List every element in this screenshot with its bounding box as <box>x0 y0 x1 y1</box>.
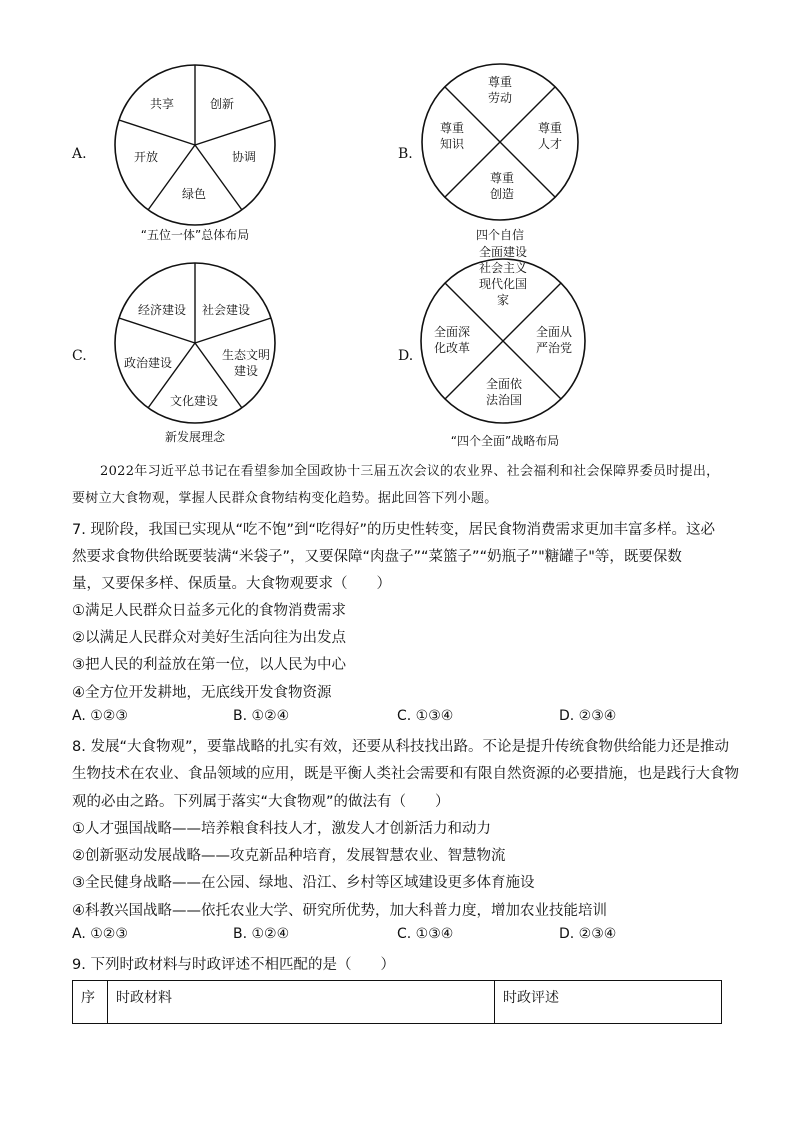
segment-line: 社会建设 <box>201 303 251 317</box>
table-row <box>73 981 722 1024</box>
q9-header-index: 序 <box>73 981 108 1024</box>
q9-stem: 9. 下列时政材料与时政评述不相匹配的是（ ） <box>72 957 395 973</box>
svg-text:政治建设 <box>124 355 172 370</box>
segment-line: 尊重 <box>489 171 515 185</box>
segment-line: 生态文明 <box>221 348 271 362</box>
segment-line: 建设 <box>233 364 259 378</box>
q8-choice-c[interactable]: C. ①③④ <box>397 926 454 942</box>
diagram-b <box>420 62 580 222</box>
segment-line: 劳动 <box>487 91 513 105</box>
q8-choice-b[interactable]: B. ①②④ <box>233 926 290 942</box>
q9-header-comment: 时政评述 <box>495 981 722 1024</box>
q8-stem-line-2: 生物技术在农业、食品领域的应用，既是平衡人类社会需要和有限自然资源的必要措施，也是践行大食物 <box>72 766 739 782</box>
svg-text:全面依法治国 <box>486 376 522 407</box>
segment-line: 家 <box>496 293 510 307</box>
segment-d-4 <box>434 324 470 355</box>
q7-item-4: ④全方位开发耕地，无底线开发食物资源 <box>72 685 332 701</box>
q9-table <box>72 980 722 1024</box>
q8-choice-d[interactable]: D. ②③④ <box>559 926 617 942</box>
svg-text:全面深化改革 <box>434 324 470 355</box>
option-c-letter: C. <box>72 348 87 364</box>
segment-line: 创造 <box>489 187 515 201</box>
segment-c-2 <box>202 302 250 317</box>
segment-c-3 <box>222 347 270 378</box>
option-a-letter: A. <box>72 146 87 162</box>
diagram-a <box>112 62 278 228</box>
q7-choice-d[interactable]: D. ②③④ <box>559 708 617 724</box>
q7-stem-line-2: 然要求食物供给既要装满“米袋子”，又要保障“肉盘子”“菜篮子”“奶瓶子”"糖罐子"等，既要保数 <box>72 549 682 565</box>
segment-line: 尊重 <box>439 121 465 135</box>
q8-item-4: ④科教兴国战略——依托农业大学、研究所优势，加大科普力度，增加农业技能培训 <box>72 903 607 919</box>
svg-text:经济建设 <box>138 302 186 317</box>
caption-b: 四个自信 <box>475 228 524 242</box>
q7-item-2: ②以满足人民群众对美好生活向往为出发点 <box>72 630 346 646</box>
segment-line: 政治建设 <box>123 356 173 370</box>
segment-line: 化改革 <box>433 341 471 355</box>
svg-text:尊重创造 <box>490 170 514 201</box>
q9-header-material: 时政材料 <box>108 981 495 1024</box>
svg-text:全面建设社会主义现代化国家 <box>479 244 527 307</box>
svg-text:生态文明建设 <box>222 347 270 378</box>
segment-d-2 <box>536 324 572 355</box>
q7-stem-line-3: 量，又要保多样、保质量。大食物观要求（ ） <box>72 576 391 592</box>
q8-choice-a[interactable]: A. ①②③ <box>72 926 128 942</box>
segment-line: 经济建设 <box>137 303 187 317</box>
segment-line: 文化建设 <box>169 394 219 408</box>
diagram-c <box>112 260 278 426</box>
q8-stem-line-3: 观的必由之路。下列属于落实“大食物观”的做法有（ ） <box>72 794 450 810</box>
segment-c-5 <box>124 355 172 370</box>
segment-b-3 <box>490 170 514 201</box>
segment-line: 人才 <box>537 137 563 151</box>
q7-choice-c[interactable]: C. ①③④ <box>397 708 454 724</box>
segment-b-1 <box>488 74 512 105</box>
q8-item-1: ①人才强国战略——培养粮食科技人才，激发人才创新活力和动力 <box>72 821 491 837</box>
segment-line: 现代化国 <box>478 277 528 291</box>
segment-line: 全面依 <box>485 377 523 391</box>
segment-a-5: 开放 <box>133 150 159 164</box>
segment-line: 法治国 <box>485 393 523 407</box>
intro-paragraph: 2022年习近平总书记在看望参加全国政协十三届五次会议的农业界、社会福利和社会保障界委员时提出，要树立大食物观，掌握人民群众食物结构变化趋势。据此回答下列小题。 <box>72 464 720 506</box>
svg-text:尊重人才 <box>538 120 562 151</box>
segment-b-4 <box>440 120 465 151</box>
svg-text:全面从严治党 <box>536 324 572 355</box>
segment-b-2 <box>538 120 562 151</box>
segment-line: 社会主义 <box>478 261 528 275</box>
q7-stem-line-1: 7. 现阶段，我国已实现从“吃不饱”到“吃得好”的历史性转变，居民食物消费需求更加丰富多样。这必 <box>72 522 715 538</box>
q8-stem-line-1: 8. 发展“大食物观”，要靠战略的扎实有效，还要从科技找出路。不论是提升传统食物供给能力还是推动 <box>72 739 729 755</box>
segment-d-3 <box>486 376 522 407</box>
q8-item-2: ②创新驱动发展战略——攻克新品种培育，发展智慧农业、智慧物流 <box>72 848 506 864</box>
segment-line: 知识 <box>439 137 465 151</box>
q8-item-3: ③全民健身战略——在公园、绿地、沿江、乡村等区域建设更多体育施设 <box>72 875 535 891</box>
q7-choice-a[interactable]: A. ①②③ <box>72 708 128 724</box>
svg-text:尊重劳动 <box>488 74 512 105</box>
svg-text:社会建设 <box>202 302 250 317</box>
q7-choice-b[interactable]: B. ①②④ <box>233 708 290 724</box>
option-b-letter: B. <box>398 146 413 162</box>
segment-line: 全面从 <box>535 325 573 339</box>
segment-c-4 <box>170 393 218 408</box>
segment-a-4: 绿色 <box>181 187 207 201</box>
segment-line: 尊重 <box>487 75 513 89</box>
segment-line: 全面建设 <box>478 245 528 259</box>
caption-d: “四个全面”战略布局 <box>450 434 560 448</box>
segment-line: 严治党 <box>535 341 573 355</box>
svg-text:尊重知识 <box>440 120 465 151</box>
segment-line: 全面深 <box>433 325 471 339</box>
segment-a-2: 创新 <box>209 97 235 111</box>
diagram-d <box>418 245 588 426</box>
caption-c: 新发展理念 <box>164 430 225 444</box>
q7-item-1: ①满足人民群众日益多元化的食物消费需求 <box>72 603 346 619</box>
q7-item-3: ③把人民的利益放在第一位，以人民为中心 <box>72 657 346 673</box>
segment-c-1 <box>138 302 186 317</box>
segment-a-3: 协调 <box>231 150 257 164</box>
svg-text:文化建设 <box>170 393 218 408</box>
segment-d-1 <box>479 244 527 307</box>
segment-a-1: 共享 <box>149 97 175 111</box>
caption-a: “五位一体”总体布局 <box>140 228 250 242</box>
option-d-letter: D. <box>398 348 414 364</box>
segment-line: 尊重 <box>537 121 563 135</box>
